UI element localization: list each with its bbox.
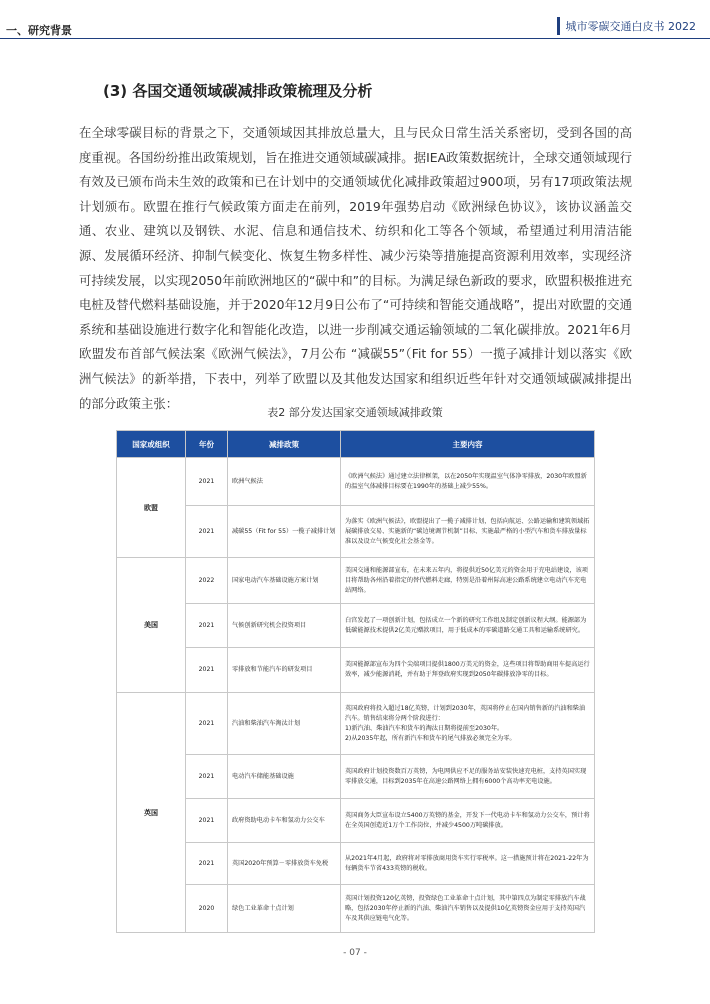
year-cell: 2021	[186, 755, 228, 799]
year-cell: 2022	[186, 558, 228, 604]
year-cell: 2020	[186, 885, 228, 933]
content-cell: 英国政府计划投资数百万英镑，为电网供应不足的服务站安装快速充电桩，支持英国实现零排放交通，目标到2035年在高速公路网络上拥有6000个高功率充电设施。	[341, 755, 595, 799]
policy-cell: 零排放和节能汽车的研发项目	[228, 648, 341, 693]
policy-cell: 汽油和柴油汽车淘汰计划	[228, 693, 341, 755]
policy-table	[116, 430, 595, 933]
content-cell: 美国能源部宣布为四个尖端项目提供1800万美元的资金，这些项目将帮助商用车提高运行效率，减少能源消耗，并有助于拜登政府实现到2050年碳排放净零的目标。	[341, 648, 595, 693]
table-row	[117, 693, 595, 755]
year-cell: 2021	[186, 799, 228, 843]
header-section-label: 一、研究背景	[6, 24, 72, 37]
content-cell: 英国商务大臣宣布设立5400万英镑的基金，开发下一代电动卡车和氢动力公交车，预计将在全英国创造近1万个工作岗位，并减少4500万吨碳排放。	[341, 799, 595, 843]
col-header-country: 国家或组织	[117, 431, 186, 458]
header-divider	[0, 38, 710, 39]
country-cell-us: 美国	[117, 558, 186, 693]
body-paragraph: 在全球零碳目标的背景之下，交通领域因其排放总量大，且与民众日常生活关系密切，受到各国的高度重视。各国纷纷推出政策规划，旨在推进交通领域碳减排。据IEA政策数据统计，全球交通领域现行有效及已颁布尚未生效的政策和已在计划中的交通领域优化减排政策超过900项，另有17项政策法规计划颁布。欧盟在推行气候政策方面走在前列，2019年强势启动《欧洲绿色协议》，该协议涵盖交通、农业、建筑以及钢铁、水泥、信息和通信技术、纺织和化工等各个领域，希望通过利用清洁能源、发展循环经济、抑制气候变化、恢复生物多样性、减少污染等措施提高资源利用效率，实现经济可持续发展，以实现2050年前欧洲地区的“碳中和”的目标。为满足绿色新政的要求，欧盟积极推进充电桩及替代燃料基础设施，并于2020年12月9日公布了“可持续和智能交通战略”，提出对欧盟的交通系统和基础设施进行数字化和智能化改造，以进一步削减交通运输领域的二氧化碳排放。2021年6月欧盟发布首部气候法案《欧洲气候法》，7月公布 “减碳55”（Fit for 55）一揽子减排计划以落实《欧洲气候法》的新举措，下表中，列举了欧盟以及其他发达国家和组织近些年针对交通领域碳减排提出的部分政策主张：	[79, 125, 632, 411]
table-header-row	[117, 431, 595, 458]
table-caption: 表2 部分发达国家交通领域减排政策	[267, 406, 443, 419]
content-cell: 从2021年4月起，政府将对零排放商用货车实行零税率。这一措施预计将在2021-22年为每辆货车节省433英镑的税收。	[341, 843, 595, 885]
content-cell: 为落实《欧洲气候法》，欧盟提出了一揽子减排计划，包括向航运、公路运输和建筑领域拓展碳排放交易、实施新的“碳边境调节机制”目标、实施最严格的小型汽车和货车排放量标准以及设立气候变化社会基金等。	[341, 506, 595, 558]
country-cell-uk: 英国	[117, 693, 186, 933]
col-header-policy: 减排政策	[228, 431, 341, 458]
table-row	[117, 558, 595, 604]
col-header-content: 主要内容	[341, 431, 595, 458]
content-cell: 英国政府将投入超过18亿英镑，计划到2030年，英国将停止在国内销售新的汽油和柴油汽车。销售结束将分两个阶段进行： 1)新汽油、柴油汽车和货车的淘汰日期将提前至2030年。 2)从2035年起，所有新汽车和货车的尾气排放必须完全为零。	[341, 693, 595, 755]
page-number: - 07 -	[343, 948, 367, 958]
header-doc-title: 城市零碳交通白皮书 2022	[565, 20, 696, 33]
year-cell: 2021	[186, 693, 228, 755]
table-row	[117, 843, 595, 885]
year-cell: 2021	[186, 458, 228, 506]
table-row	[117, 755, 595, 799]
table-row	[117, 506, 595, 558]
policy-cell: 欧洲气候法	[228, 458, 341, 506]
policy-cell: 电动汽车储能基础设施	[228, 755, 341, 799]
year-cell: 2021	[186, 843, 228, 885]
policy-cell: 国家电动汽车基础设施方案计划	[228, 558, 341, 604]
table-row	[117, 648, 595, 693]
header-accent-bar	[557, 17, 560, 35]
col-header-year: 年份	[186, 431, 228, 458]
policy-cell: 绿色工业革命十点计划	[228, 885, 341, 933]
year-cell: 2021	[186, 648, 228, 693]
policy-cell: 政府资助电动卡车和氢动力公交车	[228, 799, 341, 843]
content-cell: 美国交通和能源部宣布，在未来五年内，将提供近50亿美元的资金用于充电站建设，该项目将帮助各州沿着指定的替代燃料走廊，特别是沿着州际高速公路系统建立电动汽车充电站网络。	[341, 558, 595, 604]
year-cell: 2021	[186, 506, 228, 558]
table-row	[117, 458, 595, 506]
policy-cell: 英国2020年预算－零排放货车免税	[228, 843, 341, 885]
content-cell: 白宫发起了一项创新计划，包括成立一个新的研究工作组及制定创新议程大纲。能源部为低碳能源技术提供2亿美元赠款项目，用于低成本的零碳道路交通工具和运输系统研究。	[341, 604, 595, 648]
policy-cell: 气候创新研究机会投资项目	[228, 604, 341, 648]
content-cell: 英国计划投资120亿英镑，投资绿色工业革命十点计划，其中第四点为制定零排放汽车战略，包括2030年停止新的汽油、柴油汽车销售以及提供10亿英镑资金应用于支持英国汽车及其供应链电气化等。	[341, 885, 595, 933]
table-row	[117, 604, 595, 648]
section-title: (3) 各国交通领域碳减排政策梳理及分析	[103, 82, 373, 100]
content-cell: 《欧洲气候法》通过建立法律框架，以在2050年实现温室气体净零排放，2030年欧盟新的温室气体减排目标要在1990年的基础上减少55%。	[341, 458, 595, 506]
country-cell-eu: 欧盟	[117, 458, 186, 558]
policy-cell: 减碳55（Fit for 55）一揽子减排计划	[228, 506, 341, 558]
year-cell: 2021	[186, 604, 228, 648]
table-row	[117, 799, 595, 843]
table-row	[117, 885, 595, 933]
header-right	[557, 14, 710, 38]
